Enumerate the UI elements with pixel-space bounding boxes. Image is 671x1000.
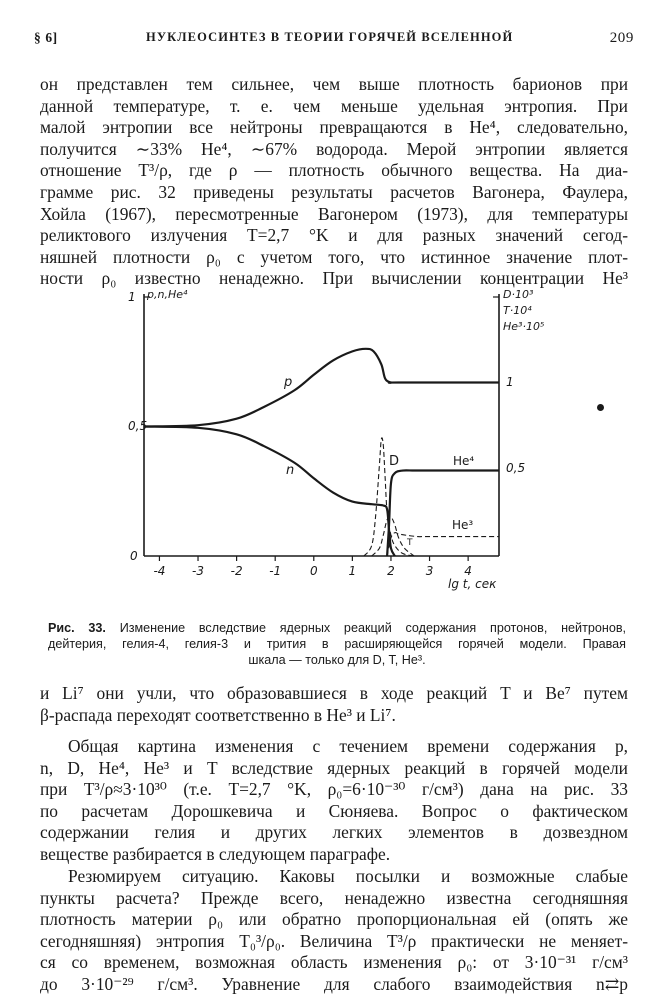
text-line: β-распада переходят соответственно в He³ и Li⁷. [40, 704, 396, 725]
curves [144, 349, 499, 556]
x-tick-label: -1 [269, 564, 282, 578]
text-line: и Li⁷ они учли, что образовавшиеся в ходе реакций T и Be⁷ путем [40, 683, 628, 703]
x-tick-label: 0 [309, 564, 318, 578]
text-line: ся со временем, возможная область изменения ρ₀: от 3·10⁻³¹ г/см³ [40, 952, 628, 973]
x-tick-label: -2 [230, 564, 243, 578]
running-head [34, 30, 634, 52]
figure-33 [100, 282, 590, 602]
text-line: получится ∼33% He⁴, ∼67% водорода. Мерой энтропии является [40, 138, 628, 159]
curve-label-he3: He³ [452, 518, 474, 532]
x-tick-label: -4 [153, 564, 166, 578]
paragraph-2 [40, 736, 628, 866]
page-number: 209 [609, 30, 634, 46]
text-line: содержании гелия и других легких элементов в дозвездном [40, 822, 628, 843]
x-ticks [153, 556, 472, 578]
text-line: отношение T³/ρ, где ρ — плотность обычного вещества. На диа- [40, 160, 628, 181]
left-axis-label: p,n,He⁴ [147, 288, 188, 301]
x-tick-label: 3 [425, 564, 434, 578]
text-line: реликтового излучения T=2,7 °K и для разных значений сегод- [40, 225, 628, 246]
text-line: n, D, He⁴, He³ и T вследствие ядерных реакций в горячей модели [40, 757, 628, 778]
x-tick-label: 1 [348, 564, 357, 578]
curve-label-p: p [284, 375, 293, 390]
caption-line: шкала — только для D, T, He³. [248, 653, 426, 667]
left-axis-mid-label: 0,5 [128, 419, 148, 433]
series-line-he4 [387, 470, 499, 556]
text-line: малой энтропии все нейтроны превращаются в He⁴, следовательно, [40, 117, 628, 138]
caption-line [48, 620, 626, 636]
right-axis-label-t: T·10⁴ [503, 304, 532, 317]
series-line-p [144, 349, 499, 427]
left-axis-top-label: 1 [128, 290, 136, 304]
series-line-n [144, 427, 395, 557]
caption-text: Изменение вследствие ядерных реакций содержания протонов, нейтронов, [119, 621, 627, 635]
text-line: пункты расчета? Прежде всего, ненадежно известна сегодняшняя [40, 887, 628, 908]
curve-label-n: n [286, 463, 295, 478]
text-line: при T³/ρ≈3·10³⁰ (т.е. T=2,7 °K, ρ₀=6·10⁻³⁰ г/см³) дана на рис. 33 [40, 779, 628, 800]
section-mark: § 6] [34, 30, 58, 45]
x-tick-label: -3 [192, 564, 205, 578]
curve-label-d: D [389, 454, 400, 469]
text-line: Резюмируем ситуацию. Каковы посылки и возможные слабые [68, 866, 628, 886]
text-line: до 3·10⁻²⁹ г/см³. Уравнение для слабого взаимодействия n⇄p [40, 973, 628, 994]
right-axis-one-label: 1 [506, 375, 514, 389]
caption-lead: Рис. 33. [48, 621, 106, 635]
left-axis-zero-label: 0 [130, 549, 138, 563]
chapter-title: НУКЛЕОСИНТЕЗ В ТЕОРИИ ГОРЯЧЕЙ ВСЕЛЕННОЙ [146, 30, 514, 44]
abundance-chart [100, 282, 590, 602]
text-line: грамме рис. 32 приведены результаты расчетов Вагонера, Фаулера, [40, 181, 628, 202]
ink-speck [597, 404, 604, 411]
curve-label-t: T [407, 538, 413, 548]
curve-label-he4: He⁴ [453, 454, 475, 468]
paragraph-top [40, 74, 628, 290]
series-line-t [372, 517, 414, 556]
text-line: веществе разбирается в следующем параграфе. [40, 843, 391, 864]
text-line: по расчетам Дорошкевича и Сюняева. Вопрос о фактическом [40, 800, 628, 821]
right-axis-half-label: 0,5 [506, 461, 526, 475]
text-line: Общая картина изменения с течением времени содержания p, [68, 736, 628, 756]
x-tick-label: 4 [464, 564, 472, 578]
paragraph-3 [40, 866, 628, 996]
text-line: ности ρ₀ известно ненадежно. При вычислении концентрации He³ [40, 268, 628, 289]
text-line: сегодняшняя) энтропия T₀³/ρ₀. Величина T³/ρ практически не меняет- [40, 930, 628, 951]
text-line: няшней плотности ρ₀ с учетом того, что истинное значение плот- [40, 246, 628, 267]
x-tick-label: 2 [387, 564, 395, 578]
figure-caption [48, 620, 626, 668]
text-line: он представлен тем сильнее, чем выше плотность барионов при [40, 74, 628, 94]
caption-line: дейтерия, гелия-4, гелия-3 и трития в расширяющейся горячей модели. Правая [48, 637, 626, 651]
right-axis-label-d: D·10³ [503, 288, 534, 301]
series-line-he3 [387, 533, 499, 556]
text-line: данной температуре, т. е. чем меньше удельная энтропия. При [40, 95, 628, 116]
paragraph-1 [40, 683, 628, 726]
text-line: плотность материи ρ₀ или обратно пропорциональная ей (опять же [40, 909, 628, 930]
x-axis-label: lg t, сек [448, 577, 497, 591]
right-axis-label-he3: He³·10⁵ [503, 320, 545, 333]
text-line: Хойла (1967), пересмотренные Вагонером (1973), для температуры [40, 203, 628, 224]
